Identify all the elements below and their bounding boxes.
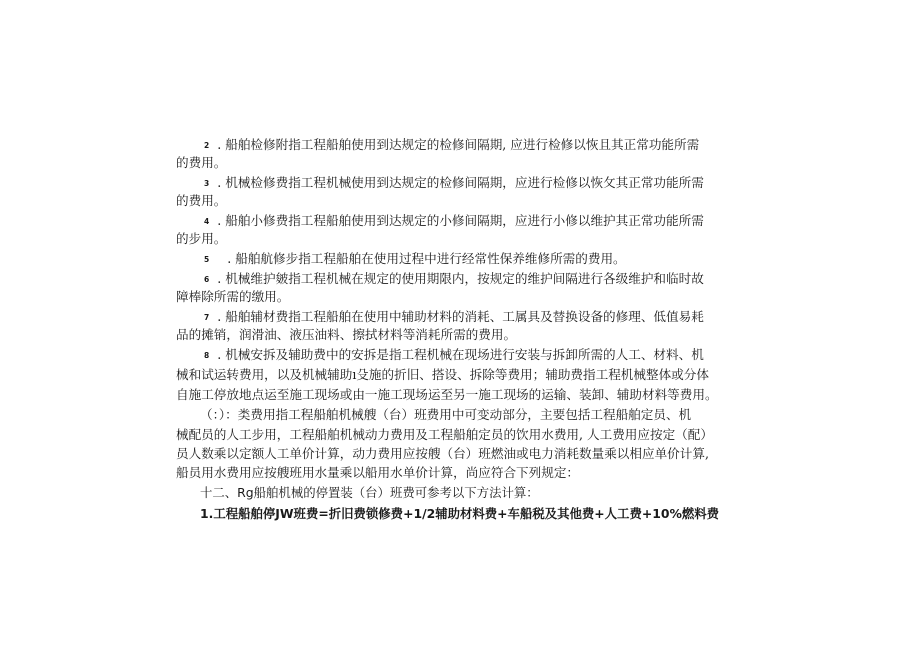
item-4-line-2: 的步用。 <box>176 231 227 246</box>
section-12-heading: 十二、Rg船舶机械的停置装（台）班费可参考以下方法计算： <box>200 485 539 500</box>
item-3-line-2: 的费用。 <box>176 193 227 208</box>
para2-line-4: 船员用水费用应按艘班用水量乘以船用水单价计算，尚应符合下列规定： <box>176 465 579 480</box>
para2-line-2: 械配员的人工步用，工程船舶机械动力费用及工程船舶定员的饮用水费用, 人工费用应按定（配） <box>176 427 713 442</box>
item-7-line-1: 7 . 船舶辅材费指工程船舶在使用中辅助材料的消耗、工属具及替换设备的修理、低值易耗 <box>204 309 704 324</box>
para2-line-3: 员人数乘以定额人工单价计算，动力费用应按艘（台）班燃油或电力消耗数量乘以相应单价计算, <box>176 446 709 461</box>
item-5-number: 5 <box>204 255 210 264</box>
item-7-line-2: 品的摊销，润滑油、液压油料、擦拭材料等消耗所需的费用。 <box>176 327 517 342</box>
formula-1: 1.工程船舶停JW班费=折旧费锁修费+1/2辅助材料费+车船税及其他费+人工费+10%燃料费 <box>200 506 720 521</box>
item-7-number: 7 <box>204 313 210 322</box>
item-6-number: 6 <box>204 275 210 284</box>
item-4-line-1: 4 . 船舶小修费指工程船舶使用到达规定的小修间隔期，应进行小修以维护其正常功能所需 <box>204 213 704 228</box>
item-2-line-2: 的费用。 <box>176 155 227 170</box>
item-2-number: 2 <box>204 141 210 150</box>
item-6-line-1: 6 . 机械维护皴指工程机械在规定的使用期限内，按规定的维护间隔进行各级维护和临时故 <box>204 271 704 286</box>
item-5-line-1: 5 . 船舶航修步指工程船舶在使用过程中进行经常性保养维修所需的费用。 <box>204 251 626 266</box>
item-3-line-1: 3 . 机械检修费指工程机械使用到达规定的检修间隔期，应进行检修以恢攵其正常功能所需 <box>204 175 704 190</box>
item-8-number: 8 <box>204 351 210 360</box>
item-8-line-2: 械和试运转费用，以及机械辅助ı殳施的折旧、搭设、拆除等费用；辅助费指工程机械整体或分体 <box>176 367 709 382</box>
item-8-line-1: 8 . 机械安拆及辅助费中的安拆是指工程机械在现场进行安装与拆卸所需的人工、材料、机 <box>204 347 704 362</box>
item-8-line-3: 自施工停放地点运至施工现场或由一施工现场运至另一施工现场的运输、装卸、辅助材料等费用。 <box>176 387 718 402</box>
item-3-number: 3 <box>204 179 210 188</box>
item-6-line-2: 障棒除所需的缴用。 <box>176 289 290 304</box>
item-2-line-1: 2 . 船舶检修附指工程船舶使用到达规定的检修间隔期, 应进行检修以恢且其正常功能所需 <box>204 137 700 152</box>
item-4-number: 4 <box>204 217 210 226</box>
para2-line-1: （：）：类费用指工程船舶机械艘（台）班费用中可变动部分，主要包括工程船舶定员、机 <box>200 407 692 422</box>
